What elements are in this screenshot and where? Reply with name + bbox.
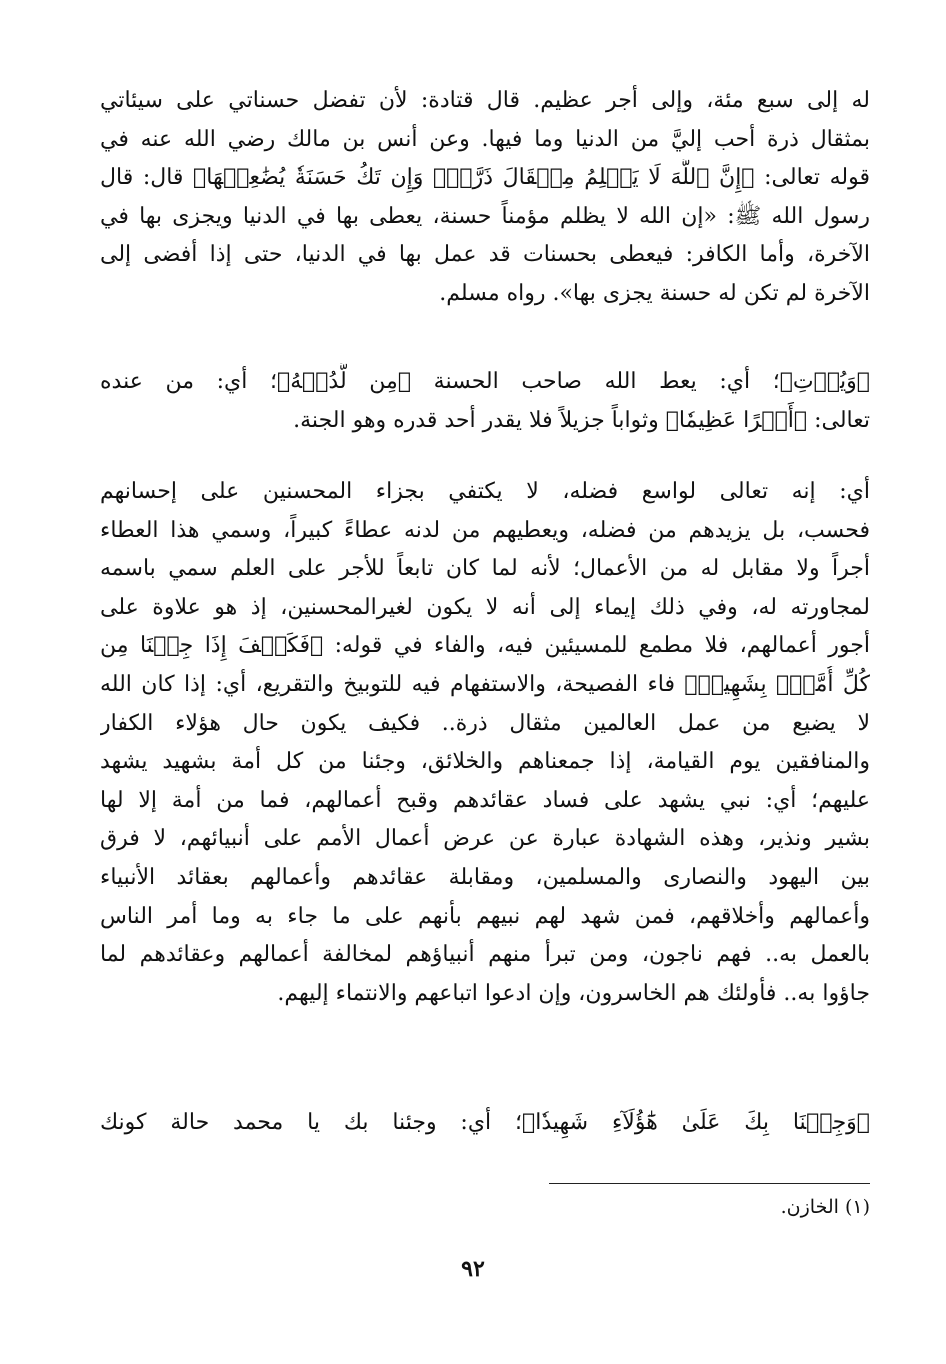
footnote: (١) الخازن. (780, 1196, 870, 1218)
text-line: قوله تعالى: ﴿إِنَّ ٱللَّهَ لَا يَظۡلِمُ مِثۡقَالَ ذَرَّةٖۖ وَإِن تَكُ حَسَنَةٗ يُضَٰعِفۡهَا﴾ قال: قال (100, 165, 870, 191)
text-line: والمنافقين يوم القيامة، إذا جمعناهم والخلائق، وجئنا من كل أمة بشهيد يشهد (100, 749, 870, 775)
text-line: فحسب، بل يزيدهم من فضله، ويعطيهم من لدنه عطاءً كبيراً، وسمي هذا العطاء (100, 517, 870, 543)
text-line: عليهم؛ أي: نبي يشهد على فساد عقائدهم وقبح أعمالهم، فما من أمة إلا لها (100, 787, 870, 813)
text-line: ﴿وَجِئۡنَا بِكَ عَلَىٰ هَٰٓؤُلَآءِ شَهِيدٗا﴾؛ أي: وجئنا بك يا محمد حالة كونك (100, 1110, 870, 1135)
text-line: بمثقال ذرة أحب إليَّ من الدنيا وما فيها. وعن أنس بن مالك رضي الله عنه في (100, 126, 870, 152)
text-line: الآخرة لم تكن له حسنة يجزى بها». رواه مسلم. (439, 280, 870, 306)
paragraph-2 (100, 363, 870, 440)
text-line: كُلِّ أُمَّةِۭ بِشَهِيدٖ﴾ فاء الفصيحة، والاستفهام فيه للتوبيخ والتقريع، أي: إذا كان الله (100, 671, 870, 697)
paragraph-3 (100, 473, 870, 1013)
text-line: الآخرة، وأما الكافر: فيعطى بحسنات قد عمل بها في الدنيا، حتى إذا أفضى إلى (100, 242, 870, 268)
text-line: أجراً ولا مقابل له من الأعمال؛ لأنه لما كان تابعاً للأجر على العلم سمي باسمه (100, 556, 870, 582)
text-line: أي: إنه تعالى لواسع فضله، لا يكتفي بجزاء المحسنين على إحسانهم (100, 479, 870, 504)
text-line: لمجاورته له، وفي ذلك إيماء إلى أنه لا يكون لغيرالمحسنين، إذ هو علاوة على (100, 594, 870, 620)
text-line: أجور أعمالهم، فلا مطمع للمسيئين فيه، والفاء في قوله: ﴿فَكَيۡفَ إِذَا جِئۡنَا مِن (100, 633, 870, 659)
text-line: بشير ونذير، وهذه الشهادة عبارة عن عرض أعمال الأمم على أنبيائهم، لا فرق (100, 826, 870, 852)
text-line: وأعمالهم وأخلاقهم، فمن شهد لهم نبيهم بأنهم على ما جاء به وما أمر الناس (100, 903, 870, 929)
text-line: بالعمل به.. فهم ناجون، ومن تبرأ منهم أنبياؤهم لمخالفة أعمالهم وعقائدهم لما (100, 942, 870, 968)
paragraph-1 (100, 82, 870, 314)
text-line: بين اليهود والنصارى والمسلمين، ومقابلة عقائدهم وأعمالهم بعقائد الأنبياء (100, 864, 870, 890)
text-line: رسول الله ﷺ: «إن الله لا يظلم مؤمناً حسنة، يعطى بها في الدنيا ويجزى بها في (100, 203, 870, 229)
text-line: تعالى: ﴿أَجۡرًا عَظِيمٗا﴾ وثواباً جزيلاً فلا يقدر أحد قدره وهو الجنة. (293, 407, 870, 433)
footnote-separator (549, 1183, 870, 1184)
page-number: ٩٢ (461, 1256, 485, 1282)
text-line: جاؤوا به.. فأولئك هم الخاسرون، وإن ادعوا اتباعهم والانتماء إليهم. (277, 980, 870, 1006)
paragraph-4 (100, 1104, 870, 1143)
text-line: ﴿وَيُؤۡتِ﴾؛ أي: يعط الله صاحب الحسنة ﴿مِن لَّدُنۡهُ﴾؛ أي: من عنده (100, 369, 870, 394)
text-line: لا يضيع من عمل العالمين مثقال ذرة.. فكيف يكون حال هؤلاء الكفار (100, 710, 870, 736)
text-line: له إلى سبع مئة، وإلى أجر عظيم. قال قتادة: لأن تفضل حسناتي على سيئاتي (100, 88, 870, 113)
